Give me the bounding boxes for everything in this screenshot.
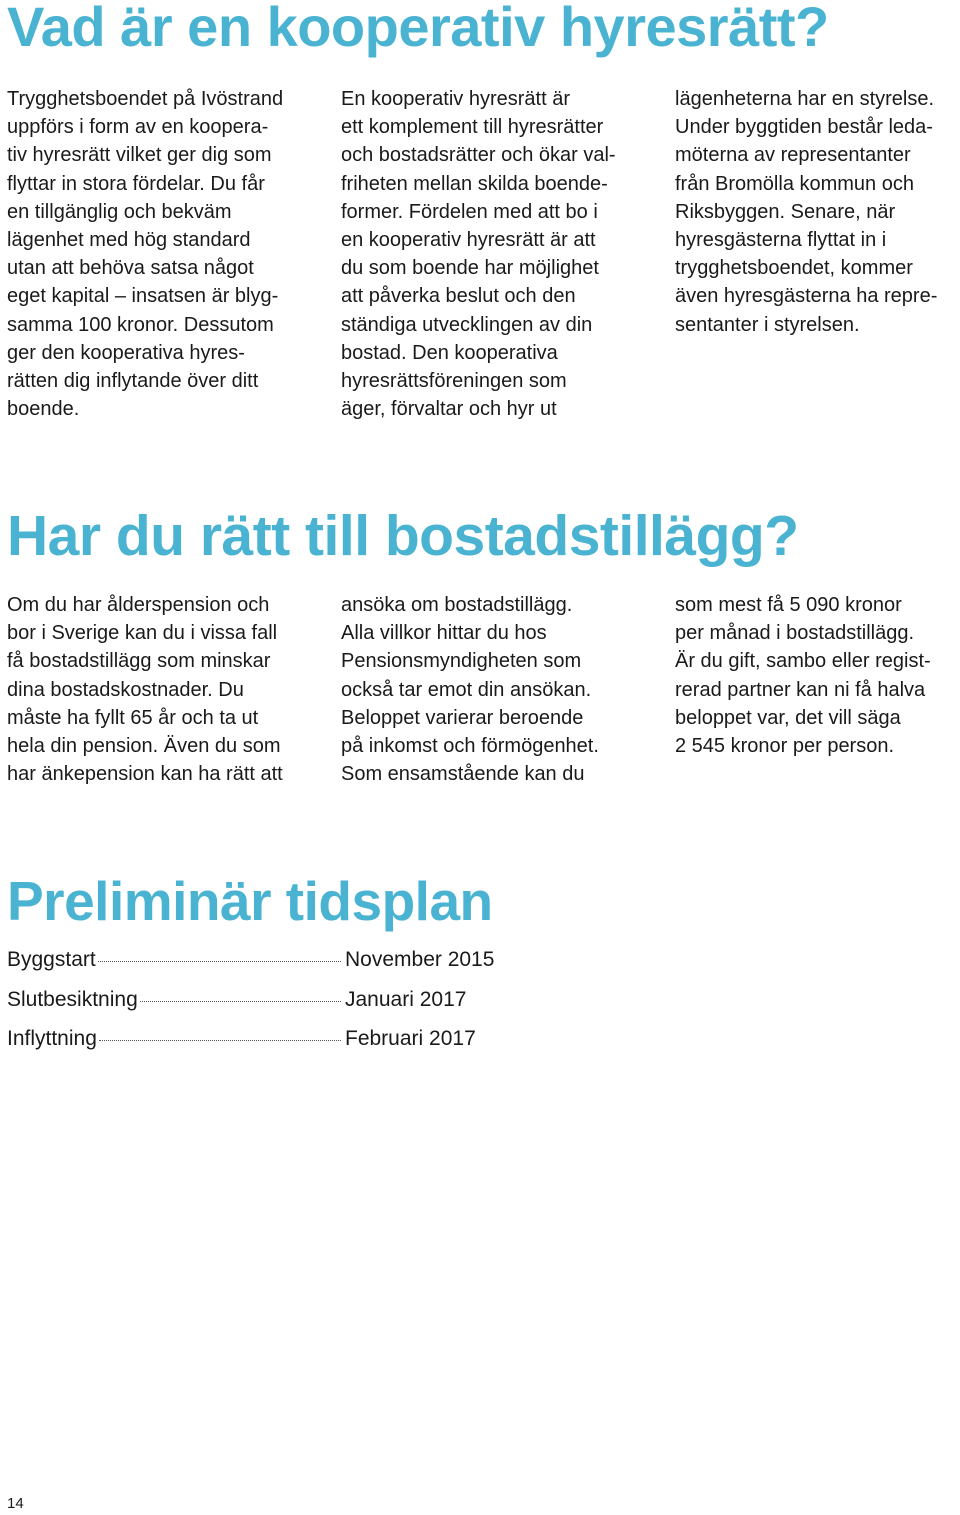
- schedule-value: November 2015: [345, 948, 495, 971]
- schedule-label: Inflyttning: [7, 1027, 97, 1050]
- paragraph-kooperativ-column-3: lägenheterna har en styrelse. Under byggtiden består leda- möterna av representanter från Bromölla kommun och Riksbyggen. Senare, när hyresgästerna flyttat in i trygghetsboendet, kommer även hyresgästerna ha repre- sentanter i styrelsen.: [675, 88, 938, 336]
- dotted-leader: [98, 961, 341, 962]
- dotted-leader: [140, 1001, 341, 1002]
- paragraph-kooperativ-column-1: Trygghetsboendet på Ivöstrand uppförs i form av en koopera- tiv hyresrätt vilket ger dig som flyttar in stora fördelar. Du får en tillgänglig och bekväm lägenhet med hög standard utan att behöva satsa något eget kapital – insatsen är blyg- samma 100 kronor. Dessutom ger den kooperativa hyres- rätten dig inflytande över ditt boende.: [7, 88, 284, 421]
- paragraph-bostadstillagg-column-3: som mest få 5 090 kronor per månad i bostadstillägg. Är du gift, sambo eller regist- rerad partner kan ni få halva beloppet var, det vill säga 2 545 kronor per person.: [675, 594, 931, 758]
- paragraph-bostadstillagg-column-2: ansöka om bostadstillägg. Alla villkor hittar du hos Pensionsmyndigheten som också tar emot din ansökan. Beloppet varierar beroende på inkomst och förmögenhet. Som ensamstående kan du: [341, 594, 599, 786]
- heading-preliminar-tidsplan: Preliminär tidsplan: [7, 870, 493, 932]
- heading-bostadstillagg: Har du rätt till bostadstillägg?: [7, 504, 799, 568]
- schedule-value: Januari 2017: [345, 987, 467, 1011]
- paragraph-kooperativ-column-2: En kooperativ hyresrätt är ett komplement till hyresrätter och bostadsrätter och ökar val- friheten mellan skilda boende- former. Fördelen med att bo i en kooperativ hyresrätt är att du som boende har möjlighet att påverka beslut och den ständiga utvecklingen av din bostad. Den kooperativa hyresrättsföreningen som äger, förvaltar och hyr ut: [341, 88, 616, 421]
- schedule-label: Byggstart: [7, 948, 96, 971]
- page-number: 14: [7, 1495, 24, 1512]
- schedule-value: Februari 2017: [345, 1027, 476, 1050]
- paragraph-bostadstillagg-column-1: Om du har ålderspension och bor i Sverige kan du i vissa fall få bostadstillägg som minskar dina bostadskostnader. Du måste ha fyllt 65 år och ta ut hela din pension. Även du som har änkepension kan ha rätt att: [7, 594, 283, 786]
- heading-kooperativ-hyresratt: Vad är en kooperativ hyresrätt?: [7, 0, 829, 58]
- schedule-row-slutbesiktning: [7, 980, 567, 1020]
- dotted-leader: [99, 1040, 341, 1041]
- schedule-label: Slutbesiktning: [7, 987, 138, 1011]
- schedule-list: [7, 940, 567, 1059]
- schedule-row-byggstart: [7, 940, 567, 980]
- schedule-row-inflyttning: [7, 1019, 567, 1059]
